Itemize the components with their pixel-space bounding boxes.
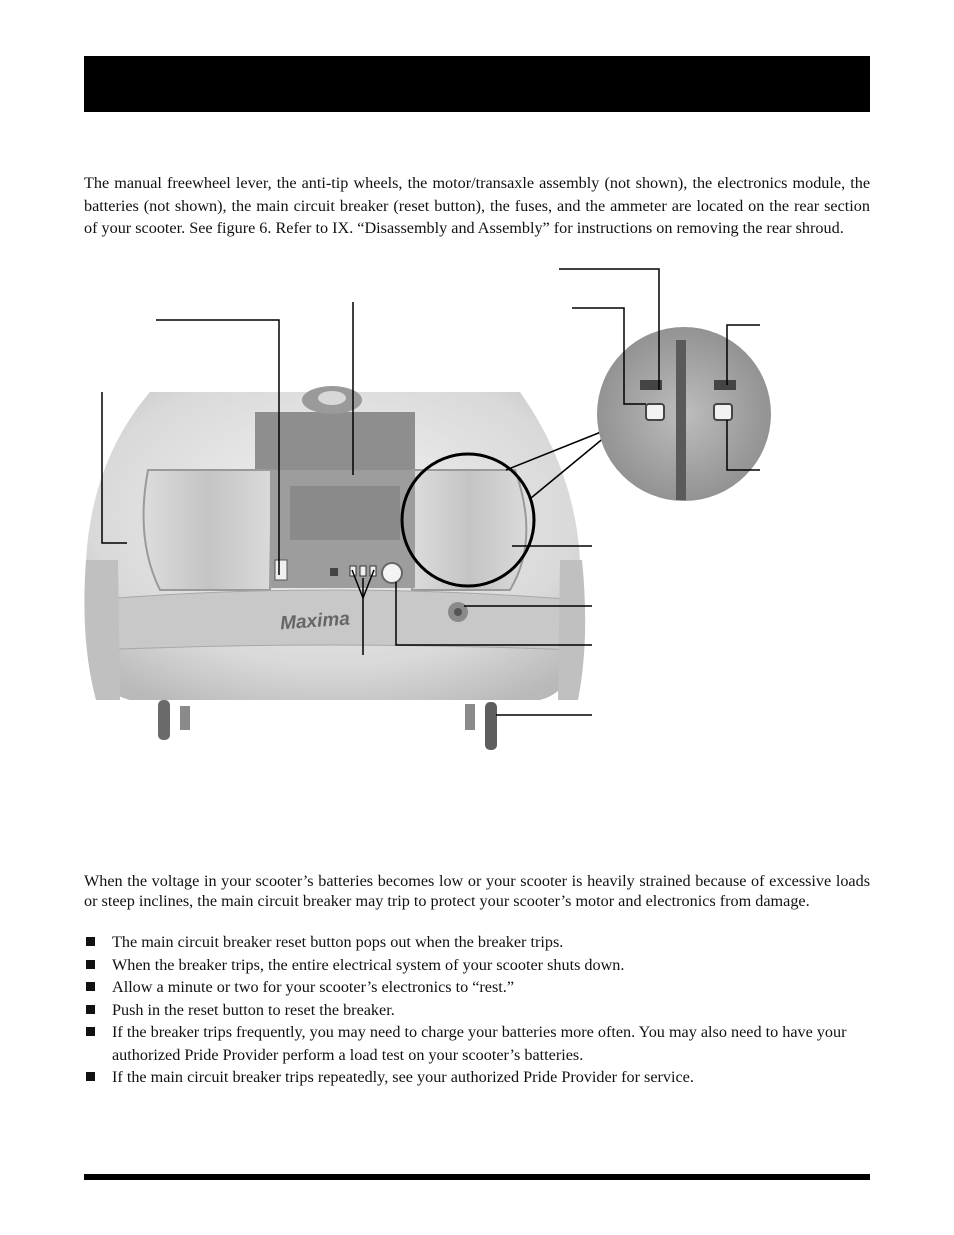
list-item: Allow a minute or two for your scooter’s electronics to “rest.”: [84, 976, 870, 999]
bullet-square-icon: [86, 982, 95, 991]
scooter-logo: Maxima: [279, 608, 351, 635]
bullet-square-icon: [86, 1072, 95, 1081]
list-item: If the main circuit breaker trips repeatedly, see your authorized Pride Provider for service.: [84, 1066, 870, 1089]
bullet-square-icon: [86, 937, 95, 946]
list-item: Push in the reset button to reset the breaker.: [84, 999, 870, 1022]
fuse-detail-inset: [597, 327, 771, 501]
intro-paragraph: The manual freewheel lever, the anti-tip wheels, the motor/transaxle assembly (not shown), the electronics module, the batteries (not shown), the main circuit breaker (reset button), the fuses, and the ammeter are located on the rear section of your scooter. See figure 6. Refer to IX. “Disassembly and Assembly” for instructions on removing the rear shroud.: [84, 174, 870, 237]
section-header-bar: [84, 56, 870, 112]
rear-section-figure: [0, 260, 954, 800]
scooter-rear-photo: [84, 386, 585, 750]
footer-rule: [84, 1174, 870, 1180]
circuit-breaker-paragraph: When the voltage in your scooter’s batteries becomes low or your scooter is heavily strained because of excessive loads or steep inclines, the main circuit breaker may trip to protect your scooter’s motor and electronics from damage.: [84, 872, 870, 910]
list-item: The main circuit breaker reset button pops out when the breaker trips.: [84, 931, 870, 954]
bullet-square-icon: [86, 1005, 95, 1014]
list-item: If the breaker trips frequently, you may need to charge your batteries more often. You may also need to have your authorized Pride Provider perform a load test on your scooter’s batteries.: [84, 1021, 870, 1066]
list-item: When the breaker trips, the entire electrical system of your scooter shuts down.: [84, 954, 870, 977]
breaker-bullet-list: [84, 931, 870, 1089]
bullet-square-icon: [86, 960, 95, 969]
bullet-square-icon: [86, 1027, 95, 1036]
